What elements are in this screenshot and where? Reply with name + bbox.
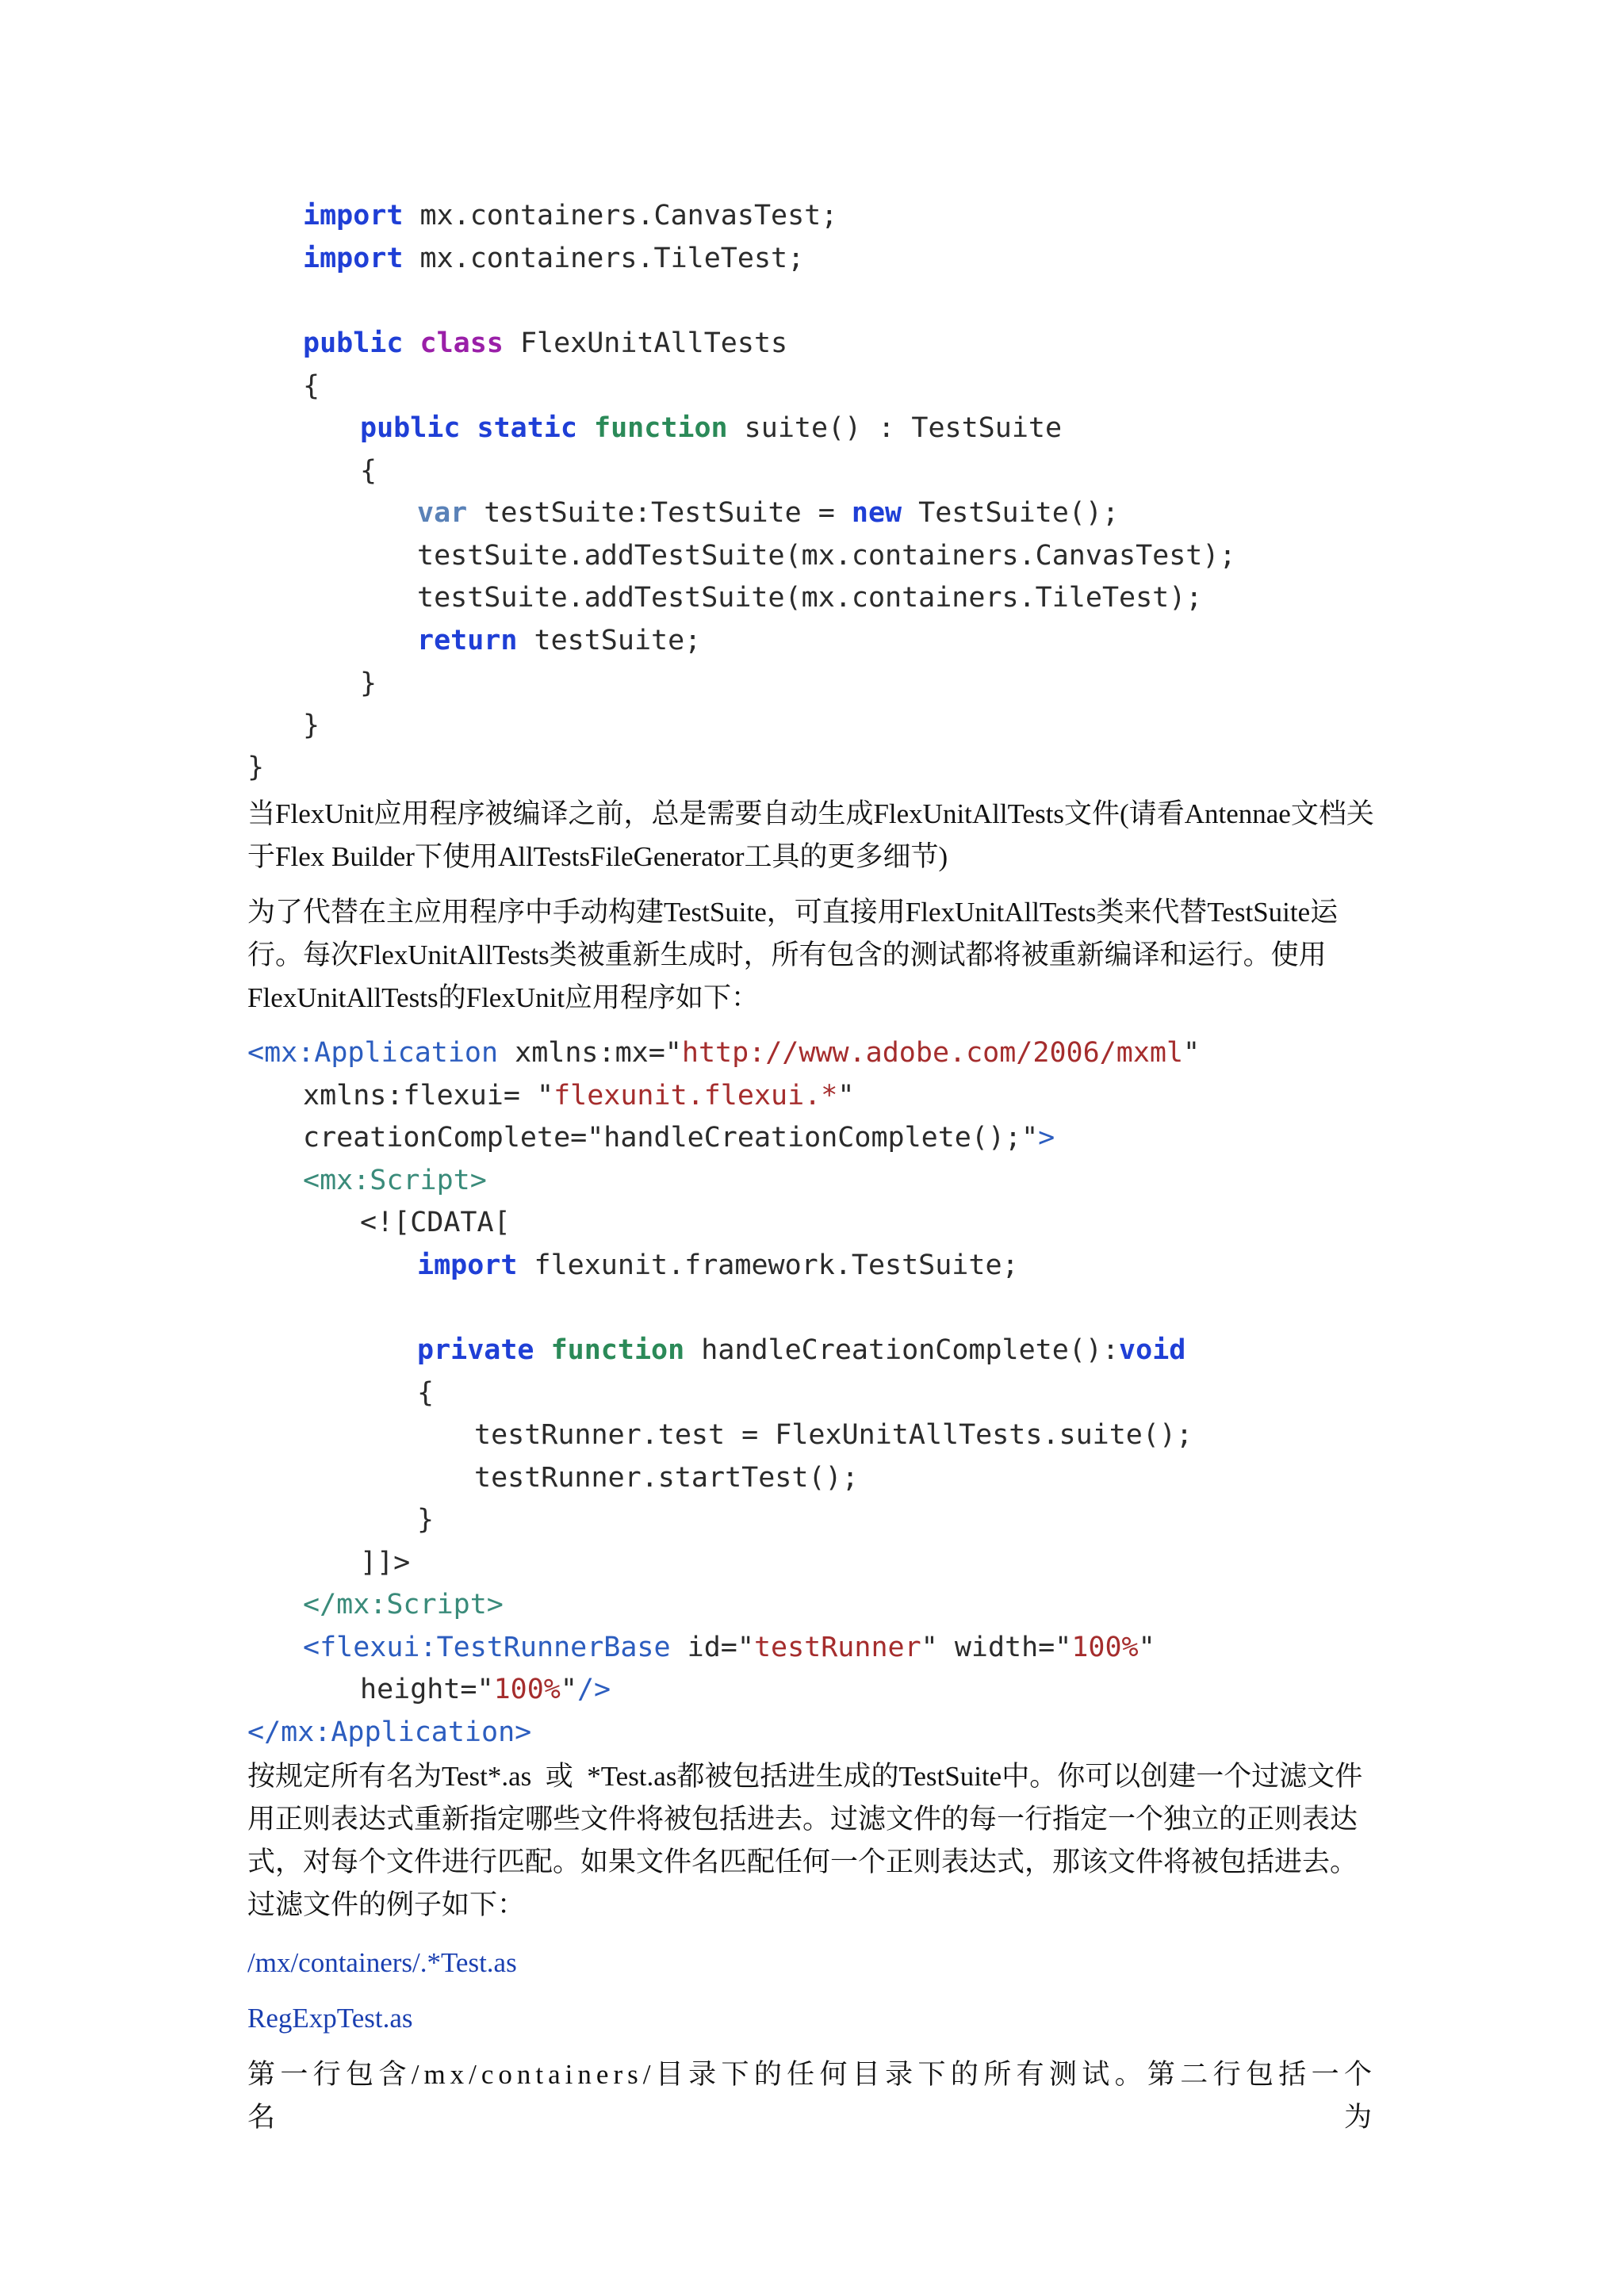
code-line (360, 412, 1062, 444)
xml-tag: > (1038, 1122, 1055, 1154)
code-line (360, 455, 377, 487)
keyword: var (417, 497, 468, 529)
code-text: creationComplete="handleCreationComplete();" (303, 1122, 1039, 1154)
keyword: function (550, 1334, 685, 1366)
code-text: <![CDATA[ (360, 1207, 511, 1238)
code-line (303, 1122, 1055, 1154)
keyword: public (360, 412, 461, 444)
code-line (303, 243, 804, 274)
attribute-value: 100% (1071, 1632, 1139, 1663)
code-text: testSuite; (517, 625, 702, 656)
code-text: " (1183, 1037, 1201, 1069)
code-line (417, 582, 1202, 614)
code-text: " (1138, 1632, 1155, 1663)
attribute-value: 100% (493, 1674, 561, 1705)
code-text: " width=" (921, 1632, 1072, 1663)
code-text: mx.containers.TileTest; (403, 243, 805, 274)
xml-tag: </mx:Script> (303, 1589, 504, 1621)
code-line (417, 1377, 434, 1409)
code-line (360, 1547, 410, 1578)
keyword: private (417, 1334, 534, 1366)
paragraph-text: 第一行包含/mx/containers/目录下的任何目录下的所有测试。第二行包括一个名为 (247, 2059, 1377, 2133)
keyword: static (477, 412, 577, 444)
xml-tag: </mx:Application> (247, 1716, 532, 1748)
code-line (303, 1080, 854, 1112)
code-line (360, 1674, 611, 1705)
code-text: testSuite:TestSuite = (467, 497, 852, 529)
code-line (474, 1462, 859, 1494)
keyword: import (303, 243, 404, 274)
code-text: suite() : TestSuite (727, 412, 1063, 444)
code-text: TestSuite(); (902, 497, 1120, 529)
code-line (474, 1419, 1193, 1451)
code-line (417, 497, 1119, 529)
paragraph-text: 按规定所有名为Test*.as 或 *Test.as都被包括进生成的TestSuite中。你可以创建一个过滤文件用正则表达式重新指定哪些文件将被包括进去。过滤文件的每一行指定一个独立的正则表达式，对每个文件进行匹配。如果文件名匹配任何一个正则表达式，那该文件将被包括进去。过滤文件的例子如下： (247, 1761, 1363, 1920)
code-line (247, 1037, 1200, 1069)
keyword: void (1119, 1334, 1186, 1366)
code-text: { (417, 1377, 435, 1409)
keyword: import (417, 1249, 518, 1281)
paragraph-autogenerate-note (247, 793, 1377, 878)
code-line (303, 710, 320, 741)
code-line (303, 1165, 487, 1196)
xml-tag: <flexui:TestRunnerBase (303, 1632, 671, 1663)
paragraph-filter-file (247, 1755, 1377, 1927)
code-text: testSuite.addTestSuite(mx.containers.CanvasTest); (417, 540, 1236, 572)
xml-tag: <mx:Script> (303, 1165, 487, 1196)
paragraph-text: 为了代替在主应用程序中手动构建TestSuite，可直接用FlexUnitAllTests类来代替TestSuite运行。每次FlexUnitAllTests类被重新生成时，所有包含的测试都将被重新编译和运行。使用FlexUnitAllTests的FlexUnit应用程序如下： (247, 897, 1339, 1013)
code-text: testRunner.test = FlexUnitAllTests.suite(); (474, 1419, 1193, 1451)
code-text: " (560, 1674, 577, 1705)
code-text: } (417, 1504, 435, 1536)
keyword: class (419, 327, 504, 359)
paragraph-text: 当FlexUnit应用程序被编译之前，总是需要自动生成FlexUnitAllTests文件(请看Antennae文档关于Flex Builder下使用AllTestsFileGenerator工具的更多细节) (247, 798, 1374, 872)
code-line (417, 540, 1236, 572)
code-text: } (247, 752, 265, 783)
filter-example-line: RegExpTest.as (247, 2003, 413, 2034)
code-line (417, 625, 701, 656)
keyword: function (594, 412, 728, 444)
code-text: { (360, 455, 377, 487)
code-text: height=" (360, 1674, 494, 1705)
code-text: id=" (670, 1632, 754, 1663)
code-line (303, 1589, 504, 1621)
code-text: flexunit.framework.TestSuite; (517, 1249, 1019, 1281)
code-line (303, 327, 787, 359)
code-line (303, 200, 837, 232)
keyword: public (303, 327, 404, 359)
code-text: { (303, 370, 320, 402)
code-text: handleCreationComplete(): (684, 1334, 1120, 1366)
xml-tag: /> (576, 1674, 611, 1705)
code-text: FlexUnitAllTests (503, 327, 788, 359)
code-line (417, 1334, 1185, 1366)
filter-example-line: /mx/containers/.*Test.as (247, 1947, 517, 1978)
paragraph-testsuite-replacement (247, 891, 1377, 1020)
attribute-value: flexunit.flexui.* (553, 1080, 838, 1112)
xml-tag: <mx:Application (247, 1037, 499, 1069)
code-text: } (303, 710, 320, 741)
code-line (247, 1716, 531, 1748)
code-line (303, 1632, 1155, 1663)
attribute-value: testRunner (753, 1632, 921, 1663)
code-line (417, 1249, 1019, 1281)
paragraph-filter-explanation (247, 2053, 1377, 2139)
code-text: mx.containers.CanvasTest; (403, 200, 838, 232)
code-text: xmlns:mx=" (498, 1037, 682, 1069)
keyword: new (851, 497, 902, 529)
code-line (417, 1504, 434, 1536)
code-line (303, 370, 320, 402)
code-text: " (837, 1080, 855, 1112)
code-line (247, 752, 264, 783)
code-line (360, 668, 377, 699)
code-line (360, 1207, 511, 1238)
code-text: testRunner.startTest(); (474, 1462, 859, 1494)
code-text: ]]> (360, 1547, 411, 1578)
code-text: testSuite.addTestSuite(mx.containers.TileTest); (417, 582, 1203, 614)
code-text: xmlns:flexui= " (303, 1080, 554, 1112)
code-text: } (360, 668, 377, 699)
keyword: return (417, 625, 518, 656)
attribute-value: http://www.adobe.com/2006/mxml (681, 1037, 1184, 1069)
keyword: import (303, 200, 404, 232)
